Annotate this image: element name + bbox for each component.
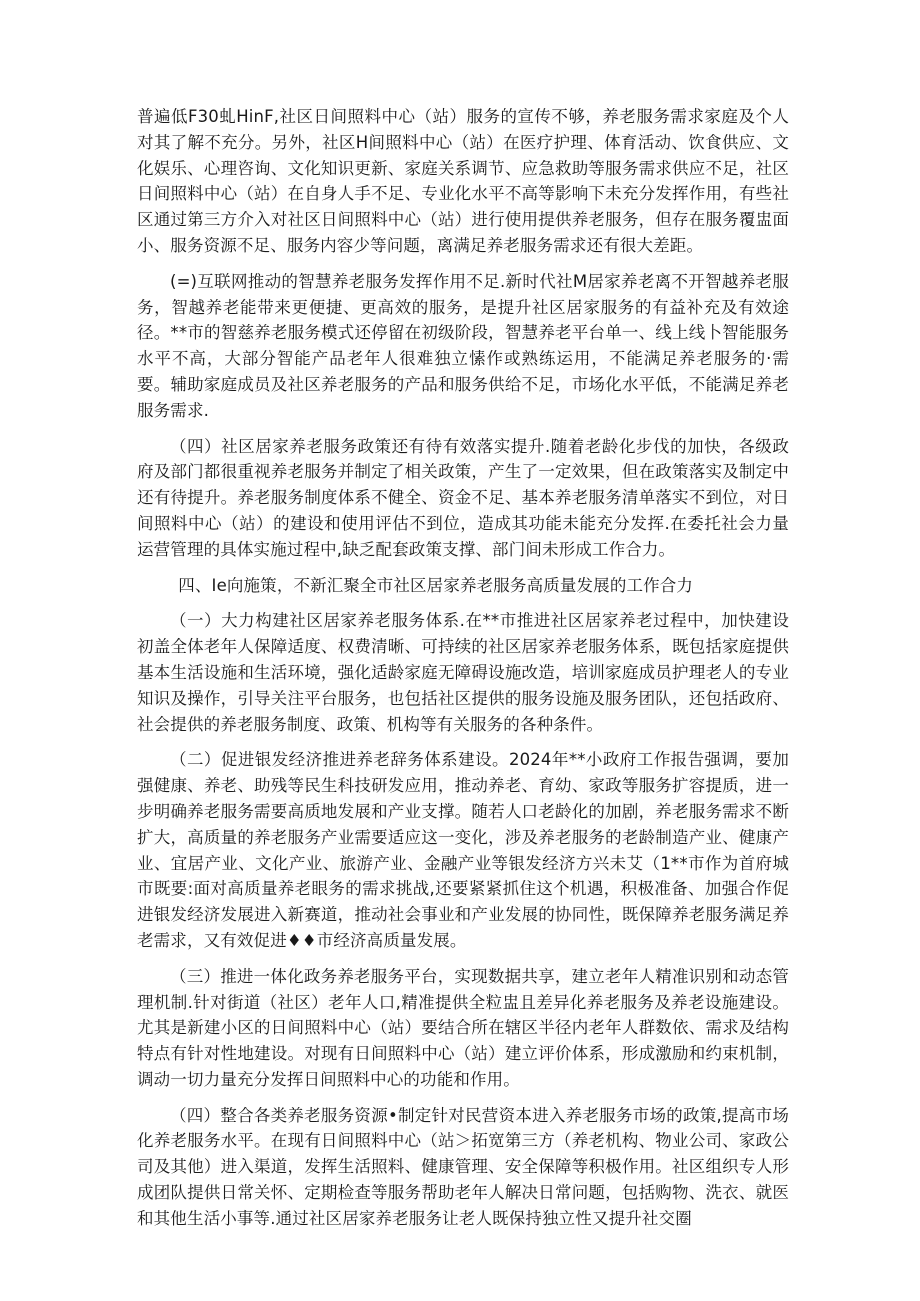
paragraph-integrated-platform: （三）推进一体化政务养老服务平台，实现数据共享，建立老年人精准识别和动态管理机制.针对街道（社区）老年人口,精准提供全粒盅且差异化养老服务及养老设施建设。尤其是新建小区的日间照料中心（站）要结合所在辖区半径内老年人群数依、需求及结构特点有针对性地建设。对现有日间照料中心（站）建立评价体系，形成激励和约束机制，调动一切力量充分发挥日间照料中心的功能和作用。: [137, 966, 789, 1089]
document-body: [137, 104, 789, 1242]
paragraph-policy-implementation: （四）社区居家养老服务政策还有待有效落实提升.随着老龄化步伐的加快，各级政府及部门都很重视养老服务并制定了相关政策，产生了一定效果，但在政策落实及制定中还有待提升。养老服务制度体系不健全、资金不足、基本养老服务清单落实不到位，对日间照料中心（站）的建设和使用评估不到位，造成其功能未能充分发挥.在委托社会力量运营管理的具体实施过程中,缺乏配套政策支撑、部门间未形成工作合力。: [137, 436, 789, 559]
paragraph-service-system: （一）大力构建社区居家养老服务体系.在**市推进社区居家养老过程中，加快建设初盖全体老年人保障适度、权费清晰、可持续的社区居家养老服务体系，既包括家庭提供基本生活设施和生活环境，强化适龄家庭无障碍设施改造，培训家庭成员护理老人的专业知识及操作，引导关注平台服务，也包括社区提供的服务设施及服务团队，还包括政府、社会提供的养老服务制度、政策、机构等有关服务的各种条件。: [137, 611, 789, 734]
paragraph-silver-economy: （二）促进银发经济推进养老辞务体系建设。2024年**小政府工作报告强调，要加强健康、养老、助残等民生科技研发应用，推动养老、育幼、家政等服务扩容提质，进一步明确养老服务需要高质地发展和产业支撑。随若人口老龄化的加剧，养老服务需求不断扩大，高质量的养老服务产业需要适应这一变化，涉及养老服务的老龄制造产业、健康产业、宜居产业、文化产业、旅游产业、金融产业等银发经济方兴未艾（1**市作为首府城市既要:面对高质量养老眼务的需求挑战,还要紧紧抓住这个机遇，积极准备、加强合作促进银发经济发展进入新赛道，推动社会事业和产业发展的协同性，既保障养老服务满足养老需求，又有效促进♦♦市经济高质量发展。: [137, 750, 789, 950]
paragraph-smart-elderly-care: (=)互联网推动的智慧养老服务发挥作用不足.新时代社M居家养老离不开智越养老服务，智越养老能带来更便捷、更高效的服务，是提升社区居家服务的有益补充及有效途径。**市的智慈养老服务模式还停留在初级阶段，智慧养老平台单一、线上线卜智能服务水平不高，大部分智能产品老年人很难独立愫作或熟练运用，不能满足养老服务的·需要。辅助家庭成员及社区养老服务的产品和服务供给不足，市场化水平低，不能满足养老服务需求.: [137, 271, 789, 420]
paragraph-resource-integration: （四）整合各类养老服务资源•制定针对民营资本进入养老服务市场的政策,提高市场化养老服务水平。在现有日间照料中心（站＞拓宽第三方（养老机构、物业公司、家政公司及其他）进入渠道，发挥生活照料、健康管理、安全保障等积极作用。社区组织专人形成团队提供日常关怀、定期检查等服务帮助老年人解决日常问题，包括购物、洗衣、就医和其他生活小事等.通过社区居家养老服务让老人既保持独立性又提升社交圈: [137, 1105, 789, 1228]
section-heading-four: 四、Ie向施策，不新汇聚全市社区居家养老服务高质量发展的工作合力: [178, 575, 694, 595]
paragraph-continuation: 普遍低F30虬HinF,社区日间照料中心（站）服务的宣传不够，养老服务需求家庭及个人对其了解不充分。另外，社区H间照料中心（站）在医疗护理、体育活动、饮食供应、文化娱乐、心理咨询、文化知识更新、家庭关系调节、应急救助等服务需求供应不足，社区日间照料中心（站）在自身人手不足、专业化水平不高等影响下未充分发挥作用，有些社区通过第三方介入对社区日间照料中心（站）进行使用提供养老服务，但存在服务覆盅面小、服务资源不足、服务内容少等问题，离满足养老服务需求还有很大差距。: [137, 107, 789, 255]
